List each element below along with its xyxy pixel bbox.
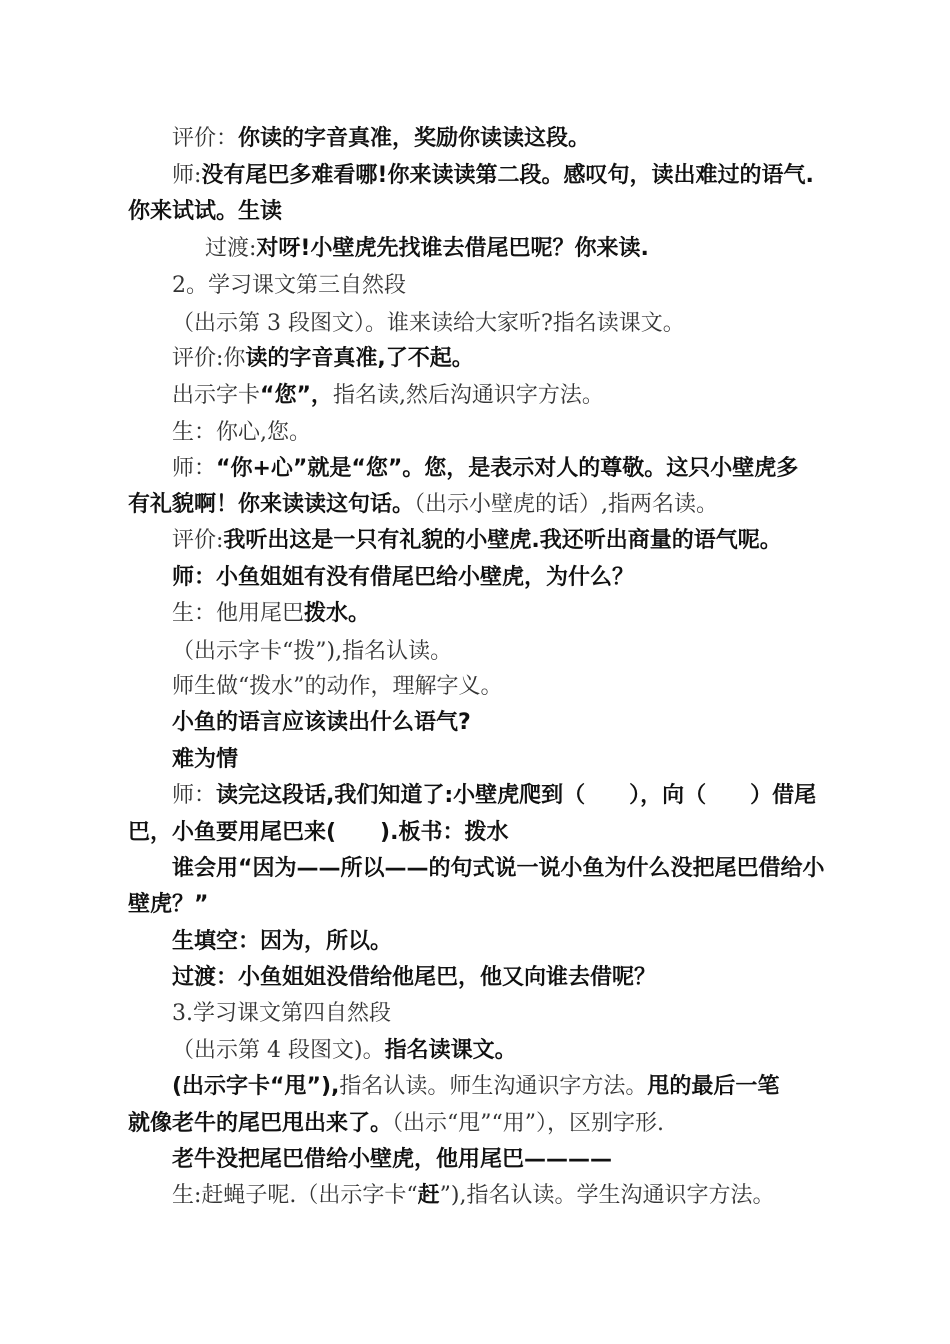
text-line bbox=[172, 927, 392, 957]
bold-text-segment: 就像老牛的尾巴甩出来了。 bbox=[128, 1111, 393, 1136]
text-line bbox=[205, 234, 649, 264]
text-line bbox=[172, 599, 370, 629]
text-segment: 师： bbox=[172, 783, 217, 808]
text-line bbox=[172, 309, 685, 339]
text-line bbox=[172, 124, 590, 154]
bold-text-segment: 甩的最后一笔 bbox=[647, 1074, 780, 1099]
text-line bbox=[128, 490, 718, 520]
bold-text-segment: 我听出这是一只有礼貌的小壁虎.我还听出商量的语气呢。 bbox=[223, 528, 782, 553]
bold-text-segment: “您”， bbox=[260, 383, 333, 408]
text-line bbox=[172, 454, 798, 484]
bold-text-segment: 读的字音真准,了不起。 bbox=[245, 346, 474, 371]
text-segment: 师: bbox=[172, 163, 202, 188]
text-line bbox=[172, 344, 474, 374]
bold-text-segment: 赶 bbox=[417, 1183, 440, 1208]
text-segment: （出示字卡“拨”),指名认读。 bbox=[172, 639, 453, 664]
text-line bbox=[172, 161, 814, 191]
text-segment: 过渡: bbox=[205, 236, 257, 261]
bold-text-segment: 师：小鱼姐姐有没有借尾巴给小壁虎，为什么？ bbox=[172, 565, 635, 590]
text-line bbox=[172, 781, 816, 811]
text-line bbox=[172, 854, 824, 884]
bold-text-segment: 谁会用“因为——所以——的句式说一说小鱼为什么没把尾巴借给小 bbox=[172, 856, 825, 881]
text-segment: 指名认读。师生沟通识字方法。 bbox=[339, 1074, 648, 1099]
text-line bbox=[128, 1109, 664, 1139]
text-line bbox=[172, 271, 406, 301]
bold-text-segment: 壁虎？” bbox=[128, 892, 209, 917]
text-segment: 生：你心,您。 bbox=[172, 420, 311, 445]
text-line bbox=[128, 197, 282, 227]
bold-text-segment: 对呀!小壁虎先找谁去借尾巴呢？你来读. bbox=[256, 236, 649, 261]
text-line bbox=[172, 563, 634, 593]
bold-text-segment: 没有尾巴多难看哪!你来读读第二段。感叹句，读出难过的语气. bbox=[201, 163, 814, 188]
text-line bbox=[172, 1072, 779, 1102]
text-line bbox=[172, 418, 311, 448]
text-line bbox=[172, 381, 604, 411]
text-line bbox=[172, 708, 471, 738]
text-segment: 评价: bbox=[172, 528, 224, 553]
bold-text-segment: 读完这段话,我们知道了:小壁虎爬到（ ），向（ ）借尾 bbox=[216, 783, 817, 808]
text-segment: （出示第 4 段图文)。 bbox=[172, 1038, 385, 1063]
bold-text-segment: 巴，小鱼要用尾巴来( ).板书：拨水 bbox=[128, 820, 509, 845]
bold-text-segment: “你+心”就是“您”。您，是表示对人的尊敬。这只小壁虎多 bbox=[216, 456, 799, 481]
bold-text-segment: 你读的字音真准，奖励你读读这段。 bbox=[238, 126, 591, 151]
bold-text-segment: 生填空：因为，所以。 bbox=[172, 929, 393, 954]
text-line bbox=[172, 526, 782, 556]
text-line bbox=[172, 1181, 775, 1211]
bold-text-segment: 老牛没把尾巴借给小壁虎，他用尾巴———— bbox=[172, 1147, 613, 1172]
text-segment: 出示字卡 bbox=[172, 383, 261, 408]
bold-text-segment: 小鱼的语言应该读出什么语气? bbox=[172, 710, 471, 735]
bold-text-segment: 有礼貌啊！你来读读这句话。 bbox=[128, 492, 415, 517]
text-line bbox=[172, 1145, 612, 1175]
text-segment: ”),指名认读。学生沟通识字方法。 bbox=[439, 1183, 775, 1208]
text-segment: 3.学习课文第四自然段 bbox=[172, 1001, 391, 1026]
bold-text-segment: 你来试试。生读 bbox=[128, 199, 283, 224]
bold-text-segment: 难为情 bbox=[172, 747, 239, 772]
text-line bbox=[172, 745, 238, 775]
text-segment: （出示第 3 段图文）。谁来读给大家听?指名读课文。 bbox=[172, 311, 685, 336]
bold-text-segment: (出示字卡“甩”), bbox=[172, 1074, 340, 1099]
text-line bbox=[128, 818, 508, 848]
text-segment: 师： bbox=[172, 456, 217, 481]
text-segment: （出示小壁虎的话）,指两名读。 bbox=[414, 492, 719, 517]
text-line bbox=[172, 1036, 517, 1066]
text-segment: 评价： bbox=[172, 126, 239, 151]
text-segment: 生：他用尾巴 bbox=[172, 601, 305, 626]
text-segment: 生:赶蝇子呢.（出示字卡“ bbox=[172, 1183, 418, 1208]
bold-text-segment: 拨水。 bbox=[304, 601, 371, 626]
text-line bbox=[172, 672, 503, 702]
bold-text-segment: 过渡：小鱼姐姐没借给他尾巴，他又向谁去借呢？ bbox=[172, 965, 657, 990]
text-line bbox=[172, 999, 391, 1029]
text-segment: 2。学习课文第三自然段 bbox=[172, 273, 406, 298]
bold-text-segment: 指名读课文。 bbox=[384, 1038, 517, 1063]
text-segment: （出示“甩”“用”），区别字形. bbox=[392, 1111, 664, 1136]
text-segment: 师生做“拨水”的动作，理解字义。 bbox=[172, 674, 503, 699]
text-line bbox=[172, 963, 656, 993]
text-segment: 指名读,然后沟通识字方法。 bbox=[332, 383, 604, 408]
text-segment: 评价:你 bbox=[172, 346, 246, 371]
text-line bbox=[172, 637, 452, 667]
text-line bbox=[128, 890, 208, 920]
